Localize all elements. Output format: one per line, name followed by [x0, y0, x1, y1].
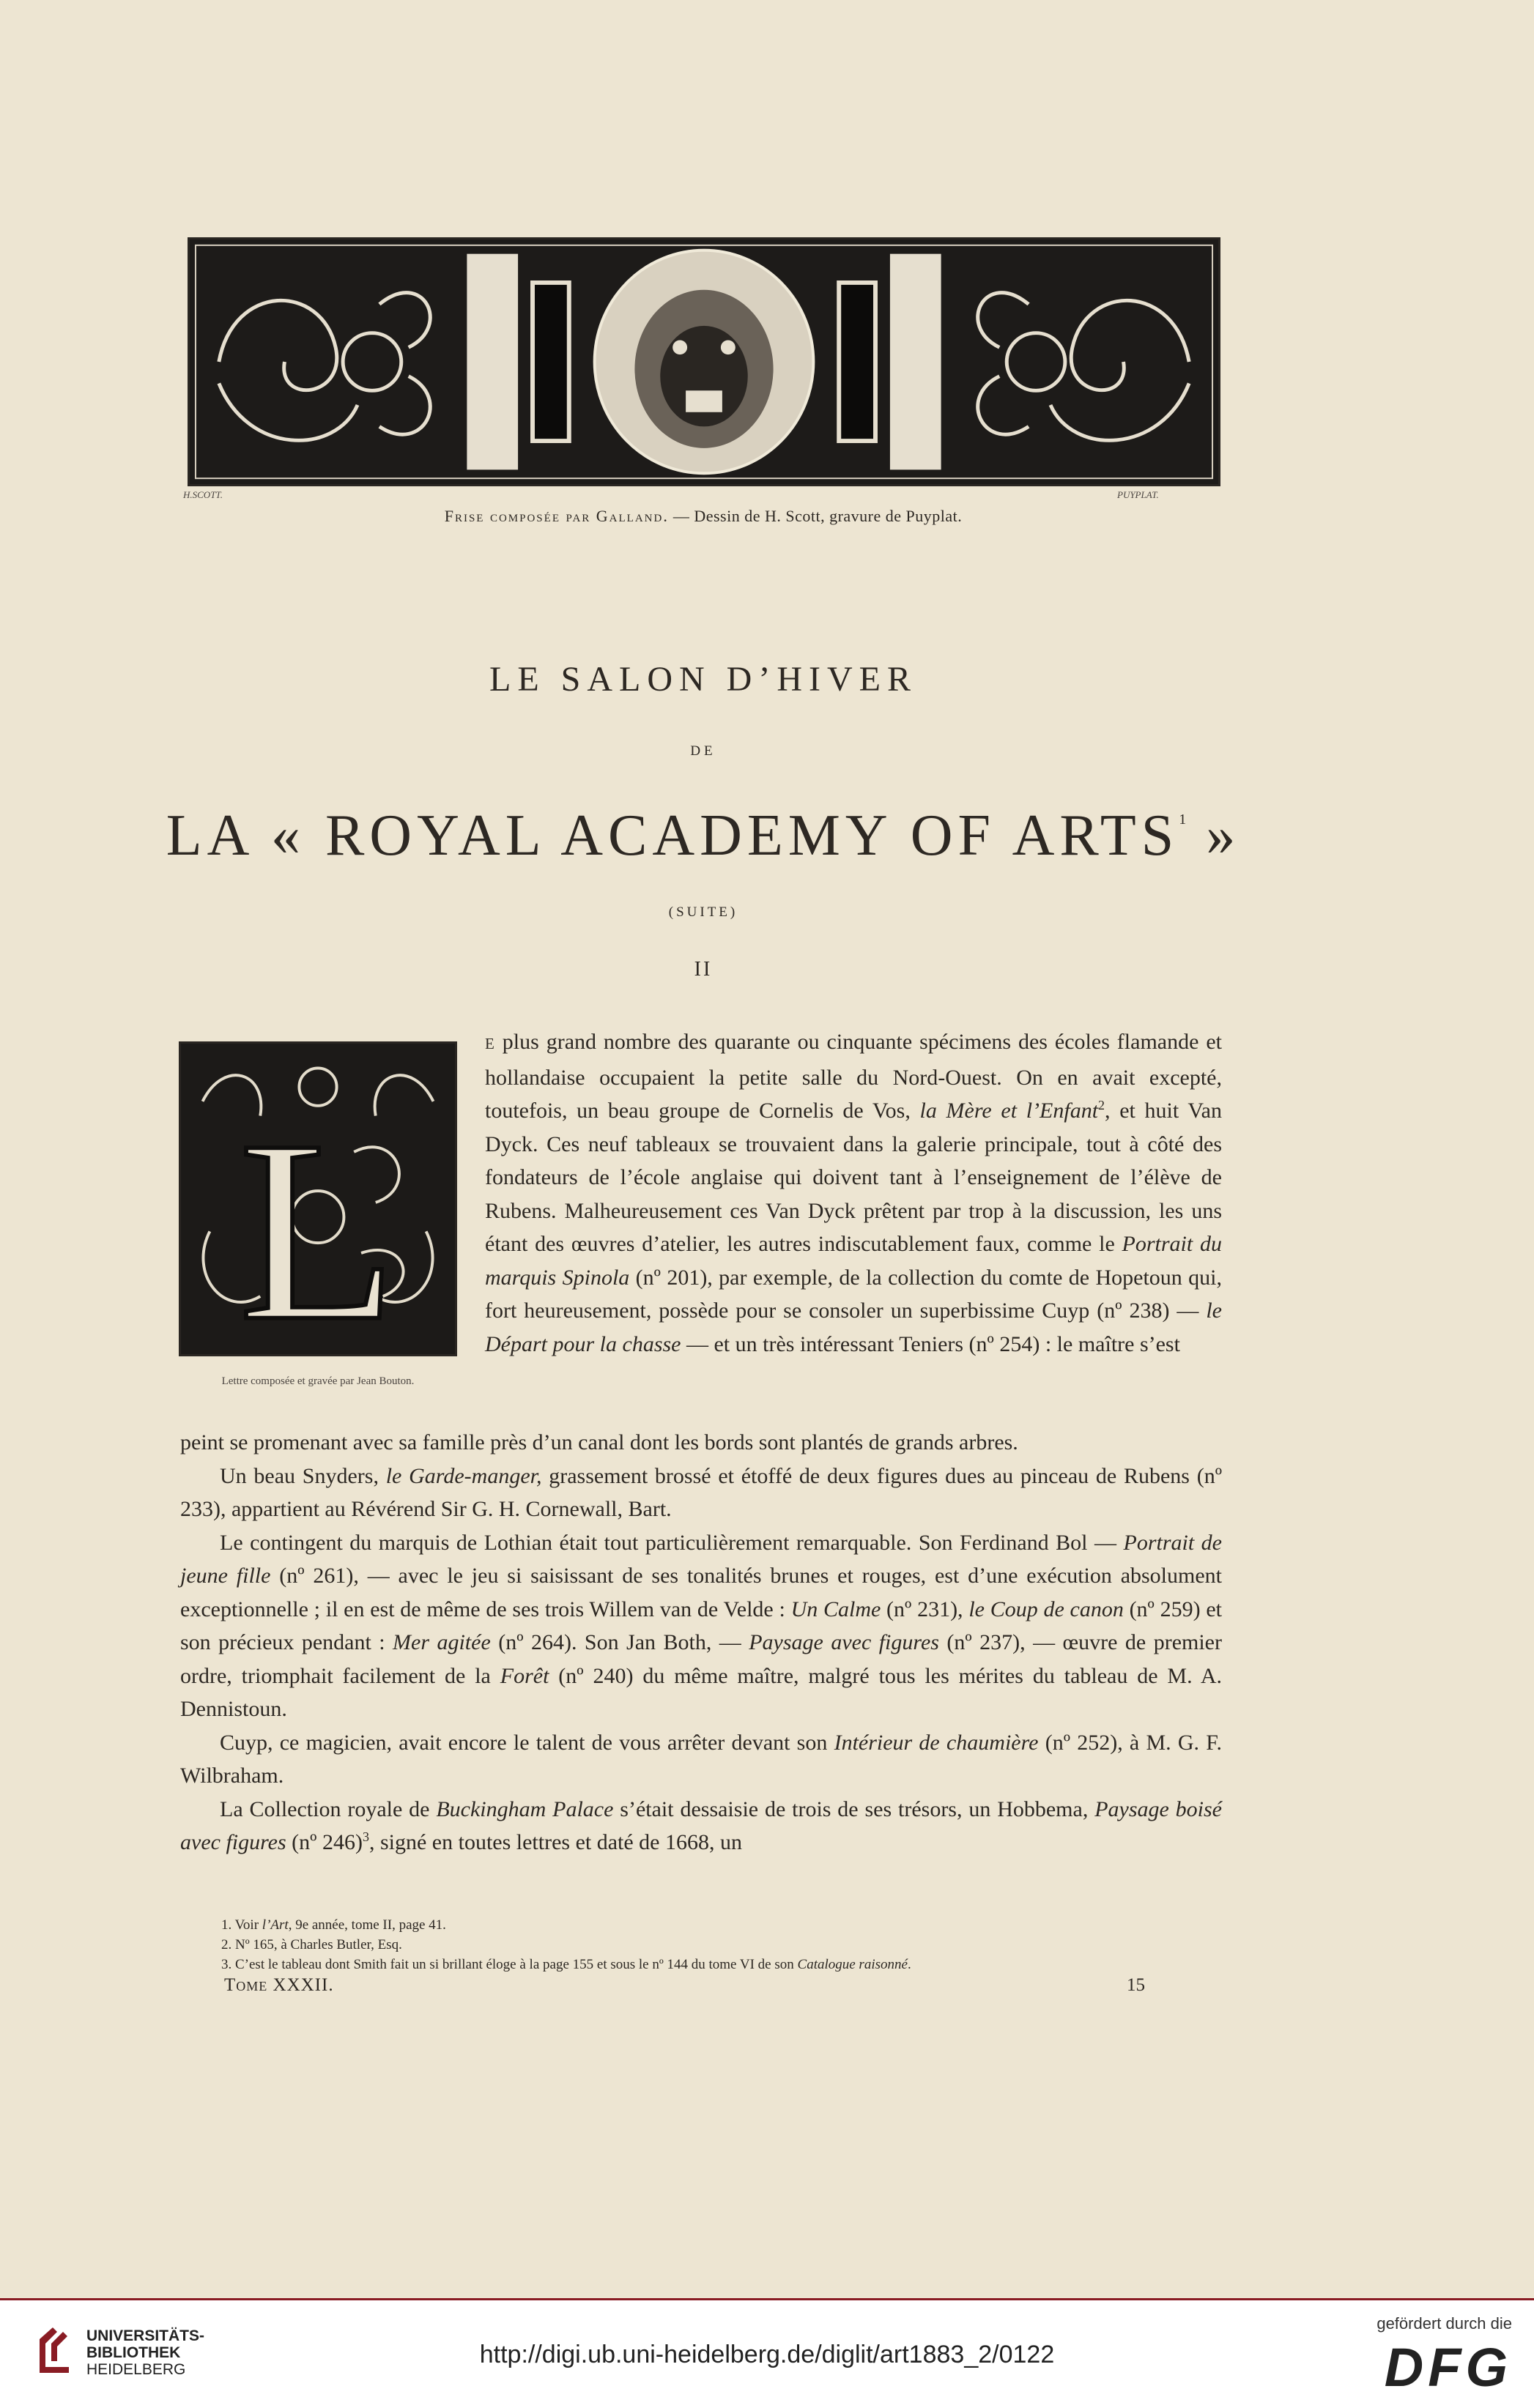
- dfg-logo: DFG: [1384, 2337, 1512, 2398]
- paragraph-1-continued: peint se promenant avec sa famille près d’un canal dont les bords sont plantés de grands arbres.: [180, 1430, 1018, 1454]
- italic-title: l’Art: [262, 1917, 289, 1933]
- italic-title: Paysage boisé avec figures: [180, 1796, 1222, 1854]
- italic-title: le Départ pour la chasse: [485, 1298, 1222, 1356]
- text-run: (nº 237), — œuvre de premier ordre, triomphait facilement de la: [180, 1630, 1222, 1688]
- paragraph-4: [180, 1726, 1222, 1793]
- footnote-reference: 2: [1098, 1098, 1105, 1112]
- article-title-line1: LE SALON D’HIVER: [489, 660, 917, 699]
- text-run: Cuyp, ce magicien, avait encore le talent de vous arrêter devant son: [220, 1730, 834, 1755]
- text-run: (nº 240) du même maître, malgré tous les mérites du tableau de M. A. Dennistoun.: [180, 1663, 1222, 1721]
- text-run: — et un très intéressant Teniers (nº 254) : le maître s’est: [681, 1331, 1180, 1356]
- frieze-caption-credits: — Dessin de H. Scott, gravure de Puyplat.: [668, 507, 963, 525]
- paragraph-1: [485, 1025, 1222, 1361]
- engraver-signature-left: H.SCOTT.: [183, 489, 223, 500]
- text-run: (nº 252), à M. G. F. Wilbraham.: [180, 1730, 1222, 1788]
- funding-label: gefördert durch die: [1376, 2314, 1512, 2333]
- text-run: (nº 261), — avec le jeu si saisissant de ses tonalités brunes et rouges, est d’une exécution absolument exceptionnelle ; il en est de même de ses trois Willem van de Velde :: [180, 1564, 1222, 1621]
- text-run: (nº 246): [286, 1830, 363, 1854]
- text-run: E: [485, 1035, 495, 1052]
- text-run: 2. Nº 165, à Charles Butler, Esq.: [221, 1937, 402, 1952]
- signature-number: 15: [1127, 1975, 1145, 1995]
- volume-label: Tome XXXII.: [224, 1975, 334, 1995]
- text-run: plus grand nombre des quarante ou cinquante spécimens des écoles flamande et hollandaise occupaient la petite salle du Nord-Ouest. On en avait excepté, toutefois, un beau groupe de Cornelis de Vos,: [485, 1030, 1222, 1123]
- article-suite-label: (SUITE): [668, 904, 738, 920]
- decorated-initial-drawing: [181, 1044, 455, 1354]
- paragraph-2: [180, 1460, 1222, 1526]
- text-run: s’était dessaisie de trois de ses trésors, un Hobbema,: [613, 1796, 1095, 1821]
- text-run: (nº 201), par exemple, de la collection du comte de Hopetoun qui, fort heureusement, possède pour se consoler un superbissime Cuyp (nº 238) —: [485, 1265, 1222, 1323]
- text-run: Un beau Snyders,: [220, 1463, 386, 1488]
- italic-title: Mer agitée: [393, 1630, 491, 1654]
- paragraph-5: [180, 1793, 1222, 1859]
- italic-title: Portrait du marquis Spinola: [485, 1232, 1222, 1290]
- ornamental-frieze-image: [188, 237, 1220, 486]
- text-run: 3. C’est le tableau dont Smith fait un si brillant éloge à la page 155 et sous le nº 144 du tome VI de son: [221, 1957, 798, 1972]
- section-number: II: [694, 958, 713, 981]
- article-body-column-full: [180, 1426, 1222, 1859]
- article-title-line2: [0, 803, 1407, 869]
- library-name-line1: UNIVERSITÄTS-: [86, 2327, 205, 2344]
- library-name-line2: BIBLIOTHEK: [86, 2344, 181, 2361]
- footnote-2: [221, 1935, 1225, 1955]
- title-closing-quote: »: [1186, 803, 1241, 868]
- italic-title: Forêt: [500, 1663, 549, 1688]
- footnote-reference: 3: [362, 1829, 369, 1844]
- footnote-3: [221, 1955, 1225, 1974]
- text-run: , et huit Van Dyck. Ces neuf tableaux se trouvaient dans la galerie principale, tout à côté des fondateurs de l’école anglaise qui doivent tant à l’enseignement de l’élève de Rubens. Malheureusement ces Van Dyck prêtent par trop à la discussion, les uns étant des œuvres d’atelier, les autres indiscutablement faux, comme le: [485, 1099, 1222, 1256]
- article-title-de: DE: [690, 743, 716, 759]
- italic-title: Un Calme: [790, 1597, 881, 1621]
- italic-title: le Garde-manger,: [385, 1463, 542, 1488]
- text-run: , 9e année, tome II, page 41.: [288, 1917, 446, 1933]
- text-run: , signé en toutes lettres et daté de 1668, un: [368, 1830, 743, 1854]
- text-run: (nº 259) et son précieux pendant :: [180, 1597, 1222, 1654]
- text-run: Le contingent du marquis de Lothian était tout particulièrement remarquable. Son Ferdinand Bol —: [220, 1530, 1124, 1555]
- italic-title: Buckingham Palace: [436, 1796, 614, 1821]
- italic-title: Catalogue raisonné: [797, 1957, 908, 1972]
- frieze-caption-author: Frise composée par Galland.: [444, 507, 669, 525]
- italic-title: la Mère et l’Enfant: [919, 1099, 1099, 1123]
- italic-title: Portrait de jeune fille: [180, 1530, 1222, 1588]
- frieze-caption: [0, 507, 1407, 526]
- title-footnote-ref: 1: [1179, 811, 1187, 828]
- engraver-signature-right: PUYPLAT.: [1117, 489, 1159, 500]
- text-run: 1. Voir: [221, 1917, 262, 1933]
- text-run: La Collection royale de: [220, 1796, 437, 1821]
- initial-letter: L: [238, 1086, 398, 1354]
- italic-title: Paysage avec figures: [749, 1630, 939, 1654]
- library-name-line3: HEIDELBERG: [86, 2361, 186, 2378]
- text-run: (nº 231),: [881, 1597, 969, 1621]
- title-main-text: LA « ROYAL ACADEMY OF ARTS: [166, 803, 1179, 868]
- paragraph-3: [180, 1526, 1222, 1726]
- italic-title: Intérieur de chaumière: [834, 1730, 1039, 1755]
- italic-title: le Coup de canon: [968, 1597, 1124, 1621]
- permalink-url[interactable]: http://digi.ub.uni-heidelberg.de/diglit/art1883_2/0122: [479, 2341, 1055, 2368]
- article-body-column-top: [485, 1025, 1222, 1361]
- text-run: .: [907, 1957, 911, 1972]
- initial-caption: Lettre composée et gravée par Jean Bouton.: [221, 1375, 415, 1387]
- footnotes: [221, 1915, 1225, 1974]
- footnote-1: [221, 1915, 1225, 1935]
- frieze-ornament-drawing: [190, 239, 1218, 484]
- text-run: (nº 264). Son Jan Both, —: [490, 1630, 749, 1654]
- decorated-initial-image: [179, 1041, 457, 1356]
- text-run: grassement brossé et étoffé de deux figures dues au pinceau de Rubens (nº 233), appartient au Révérend Sir G. H. Cornewall, Bart.: [180, 1463, 1223, 1521]
